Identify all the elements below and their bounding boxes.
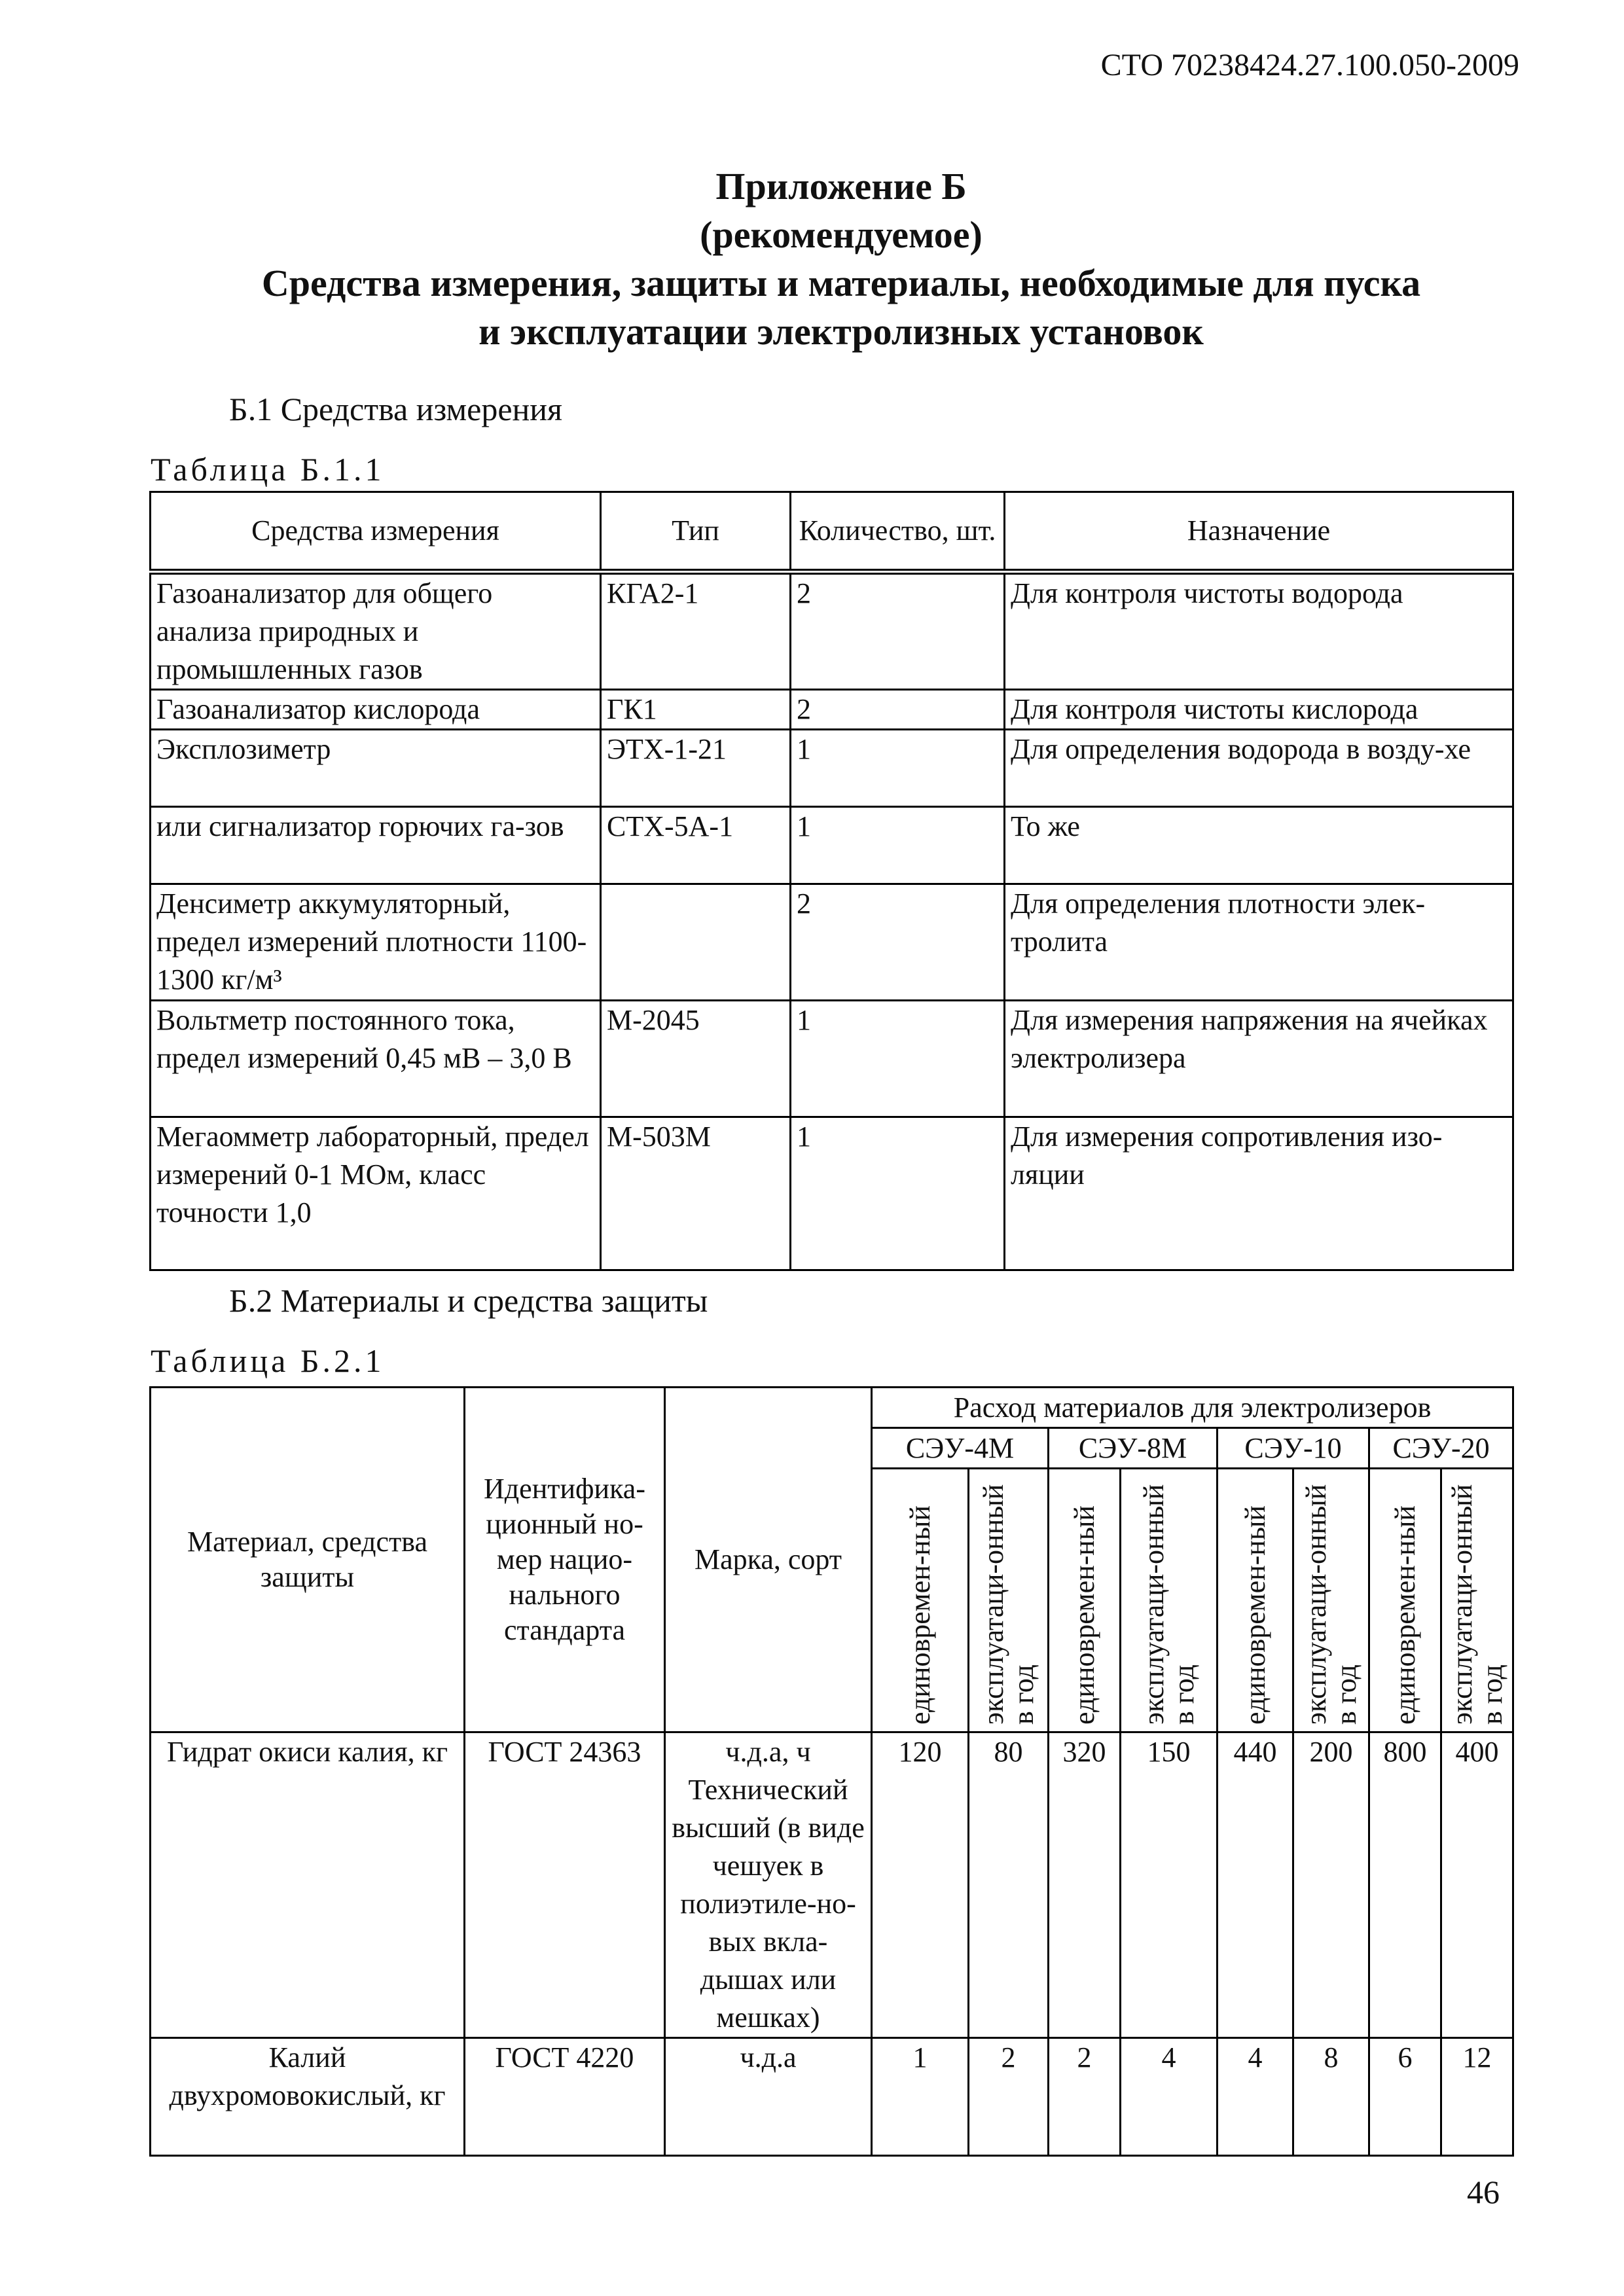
column-header: Тип <box>601 492 791 572</box>
instrument-name: Денсиметр аккумуляторный, предел измерений плотности 1100-1300 кг/м³ <box>151 884 601 1001</box>
instrument-type: КГА2-1 <box>601 572 791 690</box>
sub-header-one-time: единовремен-ный <box>903 1505 936 1725</box>
table-row <box>151 2038 1513 2156</box>
column-header-ident: Идентифика-ционный но-мер нацио-нального стандарта <box>465 1388 665 1732</box>
appendix-title: Приложение Б <box>715 165 967 207</box>
instrument-type: М-503М <box>601 1117 791 1270</box>
table-row <box>151 1732 1513 2038</box>
instrument-quantity: 1 <box>791 807 1005 884</box>
value-cell: 320 <box>1049 1732 1121 2038</box>
value-cell: 4 <box>1218 2038 1293 2156</box>
instrument-name: Газоанализатор кислорода <box>151 690 601 730</box>
instrument-quantity: 1 <box>791 730 1005 807</box>
instrument-name: Эксплозиметр <box>151 730 601 807</box>
instrument-quantity: 2 <box>791 572 1005 690</box>
unit-header: СЭУ-8М <box>1049 1428 1218 1469</box>
table-row <box>151 807 1513 884</box>
table-row <box>151 884 1513 1001</box>
value-cell: 120 <box>872 1732 969 2038</box>
value-cell: 12 <box>1441 2038 1513 2156</box>
instrument-type: СТХ-5А-1 <box>601 807 791 884</box>
value-cell: 8 <box>1293 2038 1369 2156</box>
section-heading-measurement: Б.1 Средства измерения <box>229 391 563 427</box>
sub-header-annual: эксплуатаци-онный в год <box>1299 1484 1362 1725</box>
material-ident: ГОСТ 4220 <box>465 2038 665 2156</box>
unit-header: СЭУ-20 <box>1369 1428 1513 1469</box>
value-cell: 400 <box>1441 1732 1513 2038</box>
unit-header: СЭУ-10 <box>1218 1428 1369 1469</box>
table-caption: Таблица Б.2.1 <box>151 1342 385 1379</box>
measurement-table <box>149 491 1514 1271</box>
sub-header-one-time: единовремен-ный <box>1068 1505 1100 1725</box>
instrument-purpose: Для контроля чистоты кислорода <box>1005 690 1513 730</box>
material-grade: ч.д.а <box>665 2038 872 2156</box>
instrument-name: Мегаомметр лабораторный, предел измерений 0-1 МОм, класс точности 1,0 <box>151 1117 601 1270</box>
value-cell: 200 <box>1293 1732 1369 2038</box>
instrument-name: Вольтметр постоянного тока, предел измерений 0,45 мВ – 3,0 В <box>151 1001 601 1117</box>
column-header: Количество, шт. <box>791 492 1005 572</box>
instrument-purpose: Для контроля чистоты водорода <box>1005 572 1513 690</box>
appendix-heading-line-1: Средства измерения, защиты и материалы, необходимые для пуска <box>261 262 1421 304</box>
instrument-quantity: 2 <box>791 884 1005 1001</box>
instrument-name: или сигнализатор горючих га-зов <box>151 807 601 884</box>
table-caption: Таблица Б.1.1 <box>151 451 385 488</box>
instrument-type <box>601 884 791 1001</box>
instrument-purpose: Для определения водорода в возду-хе <box>1005 730 1513 807</box>
sub-header-annual: эксплуатаци-онный в год <box>1445 1484 1508 1725</box>
sub-header-annual: эксплуатаци-онный в год <box>1137 1484 1200 1725</box>
material-grade: ч.д.а, ч Технический высший (в виде чешуек в полиэтиле-но-вых вкла-дышах или мешках) <box>665 1732 872 2038</box>
column-header-material: Материал, средства защиты <box>151 1388 465 1732</box>
value-cell: 2 <box>1049 2038 1121 2156</box>
page-number: 46 <box>1467 2174 1500 2210</box>
sub-header-one-time: единовремен-ный <box>1238 1505 1271 1725</box>
table-row <box>151 730 1513 807</box>
value-cell: 6 <box>1369 2038 1441 2156</box>
instrument-quantity: 1 <box>791 1001 1005 1117</box>
appendix-subtitle: (рекомендуемое) <box>700 213 983 256</box>
instrument-purpose: Для измерения напряжения на ячейках электролизера <box>1005 1001 1513 1117</box>
value-cell: 4 <box>1121 2038 1218 2156</box>
value-cell: 800 <box>1369 1732 1441 2038</box>
document-code: СТО 70238424.27.100.050-2009 <box>1100 48 1519 82</box>
value-cell: 2 <box>969 2038 1049 2156</box>
material-ident: ГОСТ 24363 <box>465 1732 665 2038</box>
material-name: Калий двухромовокислый, кг <box>151 2038 465 2156</box>
instrument-purpose: То же <box>1005 807 1513 884</box>
column-header: Средства измерения <box>151 492 601 572</box>
column-header: Назначение <box>1005 492 1513 572</box>
value-cell: 80 <box>969 1732 1049 2038</box>
value-cell: 440 <box>1218 1732 1293 2038</box>
instrument-quantity: 2 <box>791 690 1005 730</box>
unit-header: СЭУ-4М <box>872 1428 1049 1469</box>
value-cell: 1 <box>872 2038 969 2156</box>
instrument-type: ГК1 <box>601 690 791 730</box>
value-cell: 150 <box>1121 1732 1218 2038</box>
table-row <box>151 1117 1513 1270</box>
materials-table <box>149 1386 1514 2157</box>
sub-header-annual: эксплуатаци-онный в год <box>977 1484 1039 1725</box>
section-heading-materials: Б.2 Материалы и средства защиты <box>229 1282 708 1319</box>
instrument-purpose: Для определения плотности элек-тролита <box>1005 884 1513 1001</box>
appendix-heading-line-2: и эксплуатации электролизных установок <box>478 310 1204 353</box>
table-row <box>151 1001 1513 1117</box>
table-row <box>151 690 1513 730</box>
instrument-quantity: 1 <box>791 1117 1005 1270</box>
column-header-grade: Марка, сорт <box>665 1388 872 1732</box>
column-header-consumption: Расход материалов для электролизеров <box>872 1388 1513 1428</box>
sub-header-one-time: единовремен-ный <box>1388 1505 1421 1725</box>
instrument-purpose: Для измерения сопротивления изо-ляции <box>1005 1117 1513 1270</box>
instrument-name: Газоанализатор для общего анализа природных и промышленных газов <box>151 572 601 690</box>
material-name: Гидрат окиси калия, кг <box>151 1732 465 2038</box>
table-row <box>151 572 1513 690</box>
instrument-type: М-2045 <box>601 1001 791 1117</box>
instrument-type: ЭТХ-1-21 <box>601 730 791 807</box>
